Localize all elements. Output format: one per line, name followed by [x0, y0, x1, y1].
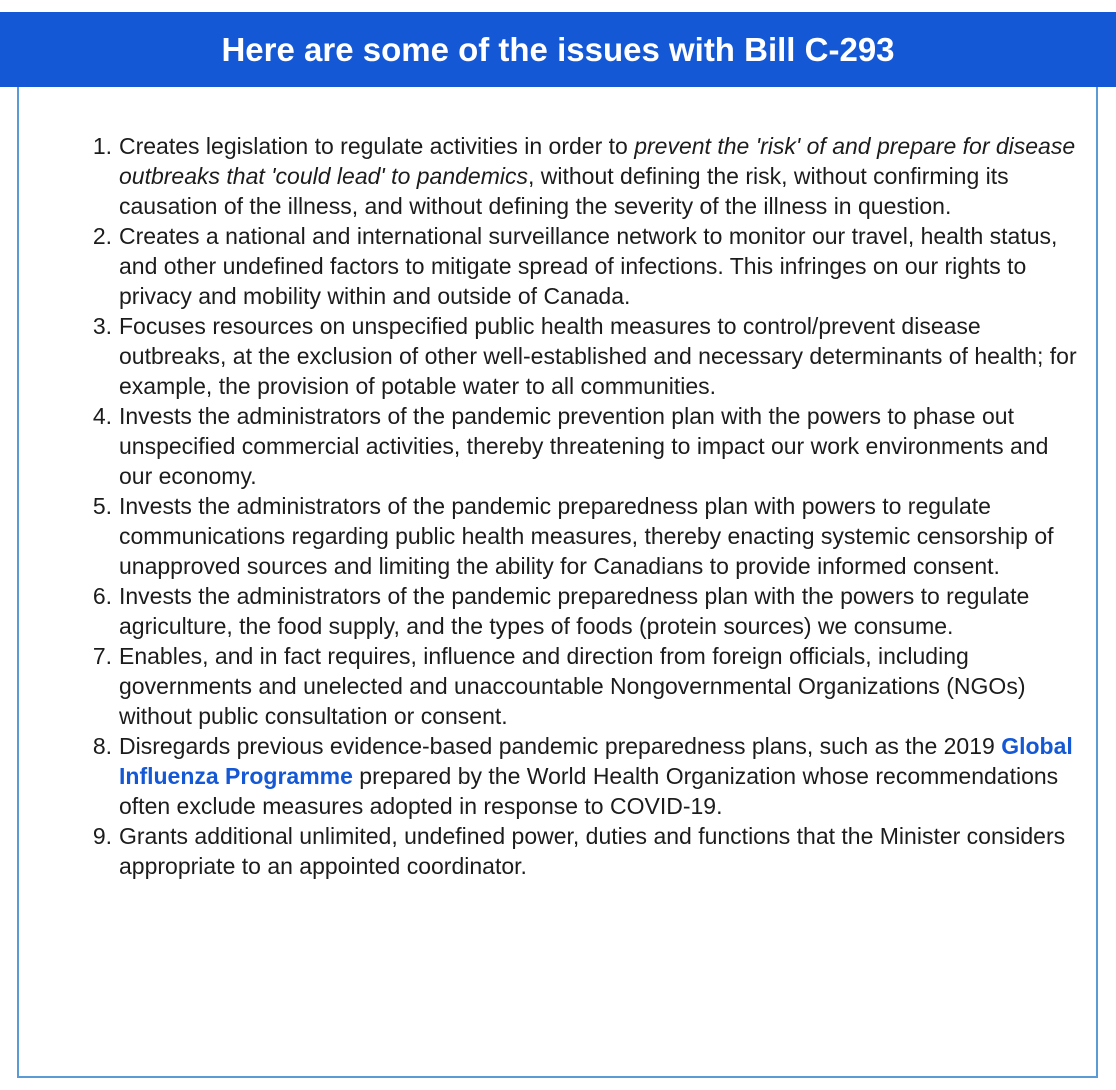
issue-item-4 [19, 401, 1079, 491]
issue-item-6 [19, 581, 1079, 641]
issue-item-9 [19, 821, 1079, 881]
issue-item-1 [19, 131, 1079, 221]
issue-item-8 [19, 731, 1079, 821]
issue-text: Focuses resources on unspecified public health measures to control/prevent disease outbreaks, at the exclusion of other well-established and necessary determinants of health; for example, the provision of potable water to all communities. [119, 313, 1077, 399]
issue-emphasis: prevent the 'risk' of and prepare for disease outbreaks that 'could lead' to pandemics [119, 133, 1076, 189]
issue-number: 4. [92, 403, 112, 429]
issue-text: , without defining the risk, without confirming its causation of the illness, and without defining the severity of the illness in question. [119, 163, 1009, 219]
issue-number: 2. [92, 223, 112, 249]
issue-text: Invests the administrators of the pandemic preparedness plan with the powers to regulate agriculture, the food supply, and the types of foods (protein sources) we consume. [119, 583, 1030, 639]
page-title: Here are some of the issues with Bill C-293 [221, 31, 895, 68]
issue-number: 3. [92, 313, 112, 339]
issues-list [19, 131, 1079, 881]
global-influenza-programme-link[interactable]: Global Influenza Programme [119, 733, 1073, 789]
issue-text: Creates legislation to regulate activities in order to [119, 133, 635, 159]
issue-text: Creates a national and international surveillance network to monitor our travel, health status, and other undefined factors to mitigate spread of infections. This infringes on our rights to privacy and mobility within and outside of Canada. [119, 223, 1058, 309]
issue-text: Grants additional unlimited, undefined power, duties and functions that the Minister considers appropriate to an appointed coordinator. [119, 823, 1066, 879]
issue-text: Disregards previous evidence-based pandemic preparedness plans, such as the 2019 [119, 733, 1002, 759]
issue-item-7 [19, 641, 1079, 731]
issue-item-5 [19, 491, 1079, 581]
issue-item-2 [19, 221, 1079, 311]
issue-number: 8. [92, 733, 112, 759]
header-banner [0, 12, 1116, 87]
issue-number: 1. [92, 133, 112, 159]
issue-text: Invests the administrators of the pandemic preparedness plan with powers to regulate communications regarding public health measures, thereby enacting systemic censorship of unapproved sources and limiting the ability for Canadians to provide informed consent. [119, 493, 1054, 579]
issue-number: 6. [92, 583, 112, 609]
issue-number: 9. [92, 823, 112, 849]
issue-text: Enables, and in fact requires, influence and direction from foreign officials, including governments and unelected and unaccountable Nongovernmental Organizations (NGOs) without public consultation or consent. [119, 643, 1026, 729]
issue-number: 7. [92, 643, 112, 669]
issue-text: Invests the administrators of the pandemic prevention plan with the powers to phase out unspecified commercial activities, thereby threatening to impact our work environments and our economy. [119, 403, 1049, 489]
issue-number: 5. [92, 493, 112, 519]
issue-item-3 [19, 311, 1079, 401]
issues-panel [17, 87, 1098, 1078]
issue-text: prepared by the World Health Organization whose recommendations often exclude measures adopted in response to COVID-19. [119, 763, 1059, 819]
